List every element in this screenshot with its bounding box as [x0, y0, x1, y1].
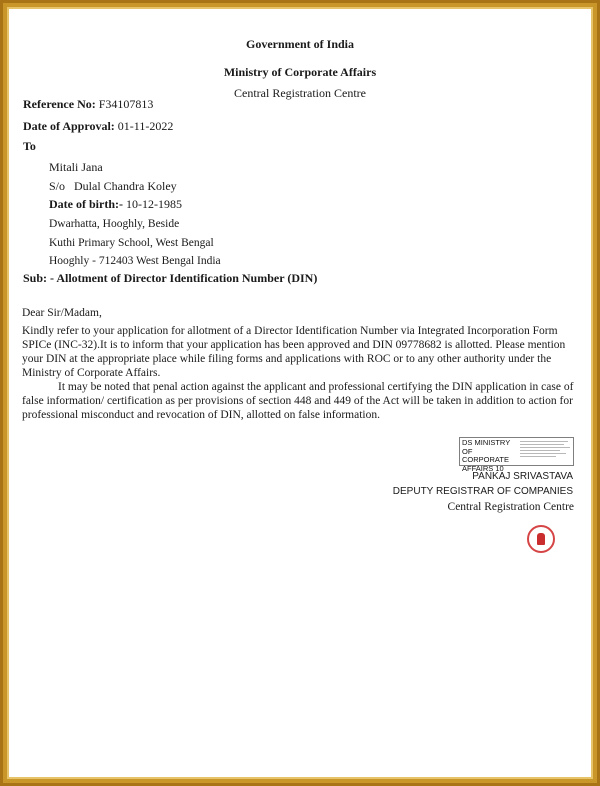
address-line: Dwarhatta, Hooghly, Beside	[49, 218, 180, 230]
relation-name: Dulal Chandra Koley	[74, 179, 177, 193]
signatory-office: Central Registration Centre	[447, 501, 574, 513]
header-government: Government of India	[246, 37, 354, 51]
dob-label: Date of birth:-	[49, 197, 123, 211]
addressee-dob	[49, 197, 182, 212]
reference-label: Reference No:	[23, 97, 96, 111]
digital-signature-text: DS MINISTRY OF CORPORATE AFFAIRS 10	[462, 438, 511, 473]
reference-line	[23, 97, 153, 112]
to-label: To	[23, 139, 36, 153]
salutation: Dear Sir/Madam,	[22, 307, 102, 319]
dob-value: 10-12-1985	[125, 197, 182, 211]
digital-signature-box	[459, 437, 574, 473]
reference-value: F34107813	[98, 97, 154, 111]
body-paragraph-2: It may be noted that penal action against the applicant and professional certifying the DIN application in case of false information/ certification as per provisions of section 448 and 449 of the Act will be taken in addition to action for professional misconduct and revocation of DIN, allotted on false information.	[22, 381, 574, 421]
signatory-name: PANKAJ SRIVASTAVA	[472, 471, 573, 482]
header-ministry: Ministry of Corporate Affairs	[223, 65, 377, 79]
addressee-relation	[49, 179, 177, 194]
address-line: Hooghly - 712403 West Bengal India	[49, 255, 221, 267]
approval-line	[23, 119, 173, 134]
emblem-seal-icon	[527, 525, 555, 553]
body-paragraph-1: Kindly refer to your application for allotment of a Director Identification Number via Integrated Incorporation Form SPICe (INC-32).It is to inform that your application has been approved and DIN 09778682 is allotted. Please mention your DIN at the appropriate place while filing forms and applications with ROC or to any other authority under the Ministry of Corporate Affairs.	[22, 325, 566, 379]
approval-value: 01-11-2022	[117, 119, 174, 133]
digital-signature-fine-print	[520, 441, 571, 462]
subject-line: Sub: - Allotment of Director Identification Number (DIN)	[23, 271, 318, 285]
addressee-name: Mitali Jana	[49, 160, 103, 174]
signatory-designation: DEPUTY REGISTRAR OF COMPANIES	[392, 486, 573, 497]
header-centre: Central Registration Centre	[234, 86, 366, 100]
approval-label: Date of Approval:	[23, 119, 115, 133]
address-line: Kuthi Primary School, West Bengal	[49, 237, 214, 249]
relation-prefix: S/o	[49, 179, 66, 193]
